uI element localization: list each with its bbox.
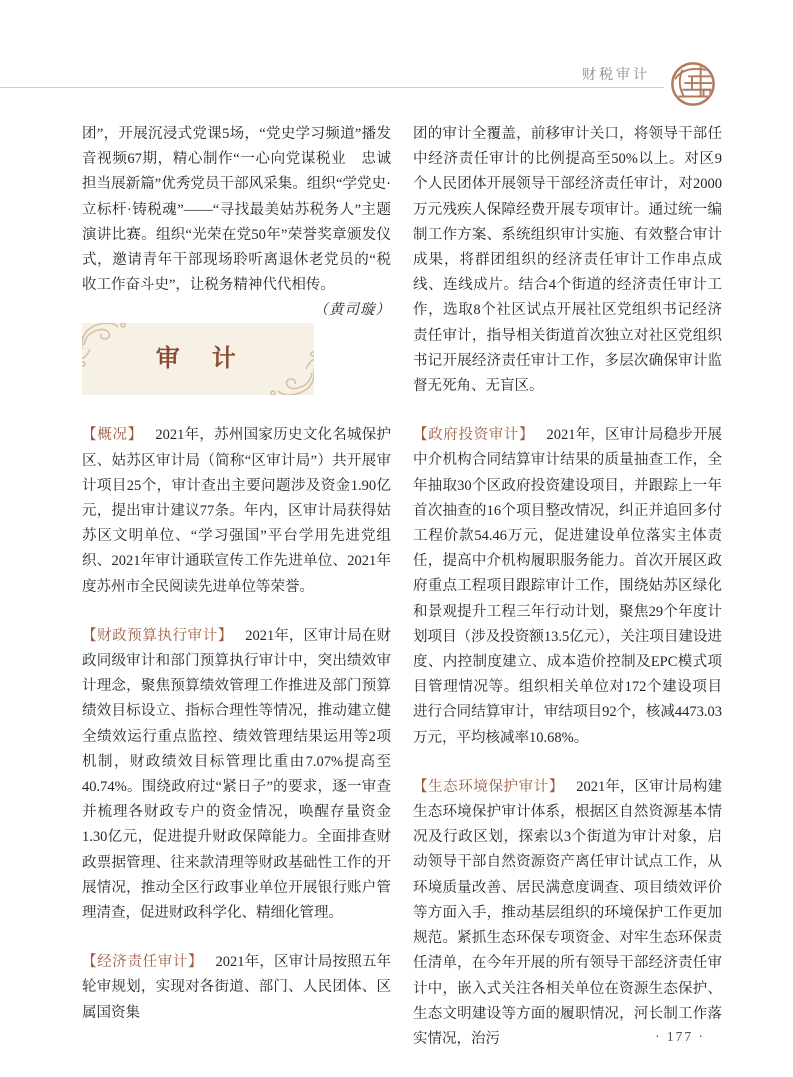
lattice-seal-icon [669, 60, 717, 108]
entry-text: 2021年，区审计局在财政同级审计和部门预算执行审计中，突出绩效审计理念，聚焦预算绩效管理工作推进及部门预算绩效目标设立、指标合理性等情况，推动建立健全绩效运行重点监控、绩效管理结果运用等2项机制，财政绩效目标管理比重由7.07%提高至40.74%。围绕政府过“紧日子”的要求，逐一审查并梳理各财政专户的资金情况，唤醒存量资金1.30亿元，促进提升财政保障能力。全面排查财政票据管理、往来款清理等财政基础性工作的开展情况，推动全区行政事业单位开展银行账户管理清查，促进财政科学化、精细化管理。 [82, 627, 391, 922]
text-columns [82, 122, 722, 1076]
entry-paragraph [413, 423, 722, 751]
entry-label: 【财政预算执行审计】 [82, 627, 233, 644]
left-column [82, 122, 391, 1076]
entry-text: 2021年，苏州国家历史文化名城保护区、姑苏区审计局（简称“区审计局”）共开展审计项目25个，审计查出主要问题涉及资金1.90亿元，提出审计建议77条。年内，区审计局获得姑苏区文明单位、“学习强国”平台学用先进党组织、2021年审计通联宣传工作先进单位、2021年度苏州市全民阅读先进单位等荣誉。 [82, 427, 392, 595]
entry-paragraph [413, 775, 722, 1052]
right-column [413, 122, 722, 1076]
entry-paragraph [82, 423, 391, 599]
entry-label: 【经济责任审计】 [82, 954, 204, 971]
section-banner [82, 323, 314, 395]
entry-text: 2021年，区审计局稳步开展中介机构合同结算审计结果的质量抽查工作，全年抽取30个区政府投资建设项目，并跟踪上一年首次抽查的16个项目整改情况，纠正并追回多付工程价款54.46万元，促进建设单位落实主体责任，提高中介机构履职服务能力。首次开展区政府重点工程项目跟踪审计工作，围绕姑苏区绿化和景观提升工程三年行动计划，聚焦29个年度计划项目（涉及投资额13.5亿元），关注项目建设进度、内控制度建立、成本造价控制及EPC模式项目管理情况等。组织相关单位对172个建设项目进行合同结算审计，审结项目92个，核减4473.03万元，平均核减率10.68%。 [413, 427, 723, 746]
header-rule [0, 87, 664, 88]
entry-paragraph [82, 950, 391, 1026]
author-signature: （黄司璇） [313, 302, 391, 319]
entry-text: 2021年，区审计局按照五年轮审规划，实现对各街道、部门、人民团体、区属国资集 [82, 954, 392, 1021]
entry-paragraph [82, 624, 391, 926]
continuation-paragraph [413, 122, 722, 399]
continuation-paragraph [82, 122, 391, 319]
paragraph-text: 团”，开展沉浸式党课5场，“党史学习频道”播发音视频67期，精心制作“一心向党谋税业 忠诚担当展新篇”优秀党员干部风采集。组织“学党史·立标杆·铸税魂”——“寻找最美姑苏税务人”主题演讲比赛。组织“光荣在党50年”荣誉奖章颁发仪式，邀请青年干部现场聆听离退休老党员的“税收工作奋斗史”，让税务精神代代相传。 [82, 126, 391, 294]
section-title: 审 计 [155, 345, 240, 372]
running-head: 财税审计 [582, 68, 650, 83]
entry-text: 2021年，区审计局构建生态环境保护审计体系，根据区自然资源基本情况及行政区划，探索以3个街道为审计对象，启动领导干部自然资源资产离任审计试点工作，从环境质量改善、居民满意度调查、项目绩效评价等方面入手，推动基层组织的环境保护工作更加规范。紧抓生态环保专项资金、对牢生态环保责任清单，在今年开展的所有领导干部经济责任审计中，嵌入式关注各相关单位在资源生态保护、生态文明建设等方面的履职情况，河长制工作落实情况，治污 [413, 778, 722, 1047]
entry-label: 【政府投资审计】 [413, 427, 535, 444]
entry-label: 【概况】 [82, 427, 144, 444]
entry-label: 【生态环境保护审计】 [413, 778, 564, 795]
page-number: · 177 · [655, 1029, 705, 1044]
flourish-corner-icon [82, 323, 136, 377]
paragraph-text: 团的审计全覆盖，前移审计关口，将领导干部任中经济责任审计的比例提高至50%以上。对区9个人民团体开展领导干部经济责任审计，对2000万元残疾人保障经费开展专项审计。通过统一编制工作方案、系统组织审计实施、有效整合审计成果，将群团组织的经济责任审计工作串点成线、连线成片。结合4个街道的经济责任审计工作，选取8个社区试点开展社区党组织书记经济责任审计，指导相关街道首次独立对社区党组织书记开展经济责任审计工作，多层次确保审计监督无死角、无盲区。 [413, 126, 722, 395]
lattice-seal-icon [669, 60, 717, 108]
flourish-corner-icon [260, 341, 314, 395]
